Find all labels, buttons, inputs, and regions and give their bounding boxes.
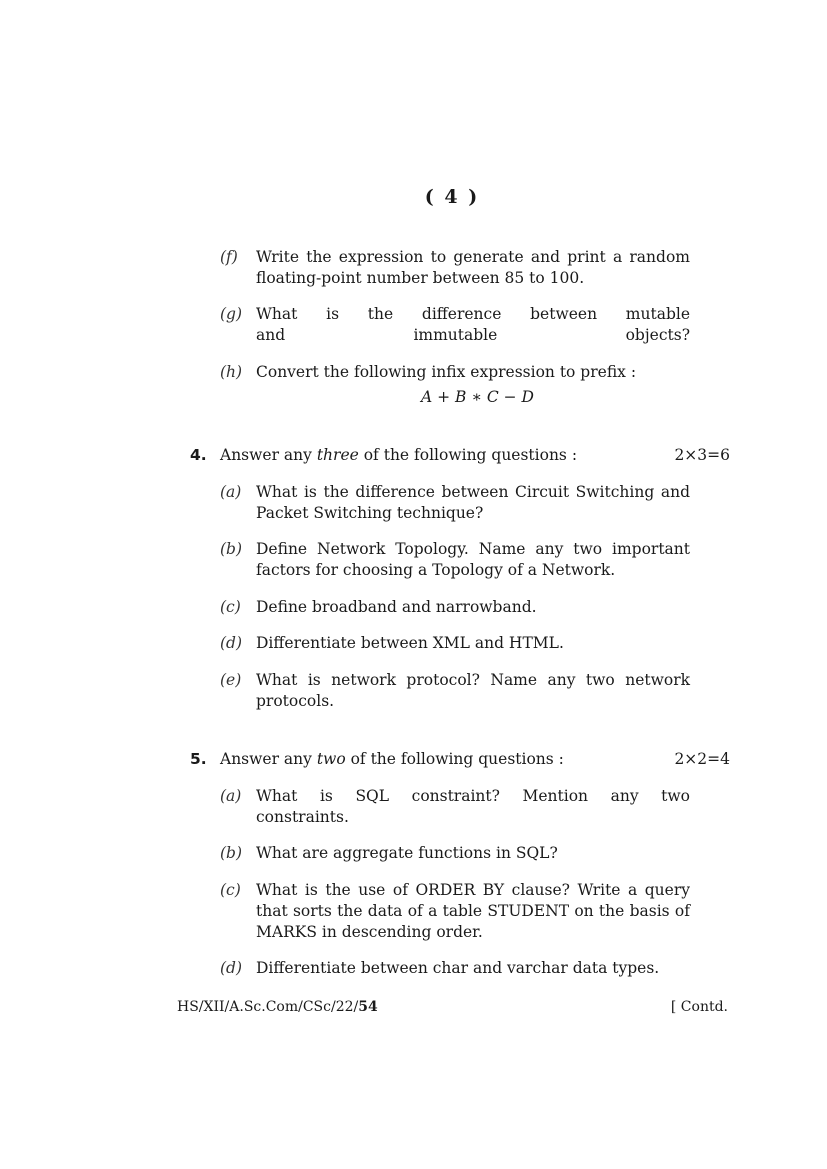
item-text: What is network protocol? Name any two network protocols.: [256, 671, 690, 710]
item-label: (c): [220, 881, 241, 899]
question-marks: 2×3=6: [674, 446, 730, 464]
item-text: What is the use of ORDER BY clause? Write a query that sorts the data of a table STUDENT on the basis of MARKS in descending order.: [256, 881, 690, 941]
item-label: (c): [220, 598, 241, 616]
question-item-5a: [220, 786, 690, 828]
item-label: (b): [220, 844, 243, 862]
question-marks: 2×2=4: [674, 750, 730, 768]
infix-expression: A + B ∗ C − D: [421, 388, 534, 406]
item-text: Define broadband and narrowband.: [256, 598, 537, 616]
item-text: What is the difference between mutable and immutable objects?: [256, 305, 690, 344]
question-item-4e: [220, 670, 690, 712]
question-item-3g: [220, 304, 690, 346]
item-label: (h): [220, 363, 243, 381]
item-label: (a): [220, 787, 242, 805]
question-item-4a: [220, 482, 690, 524]
item-text: What is the difference between Circuit Switching and Packet Switching technique?: [256, 483, 690, 522]
item-label: (e): [220, 671, 242, 689]
item-text: Differentiate between XML and HTML.: [256, 634, 564, 652]
question-item-4b: [220, 539, 690, 581]
question-item-5d: [220, 958, 690, 979]
question-item-5c: [220, 880, 690, 943]
question-item-5b: [220, 843, 690, 864]
paper-code: HS/XII/A.Sc.Com/CSc/22/54: [177, 999, 378, 1015]
question-prompt: Answer any two of the following questions :: [220, 750, 564, 768]
question-number: 4.: [190, 446, 207, 464]
item-label: (d): [220, 959, 243, 977]
item-label: (f): [220, 248, 238, 266]
question-item-4d: [220, 633, 690, 654]
item-label: (d): [220, 634, 243, 652]
item-text: What are aggregate functions in SQL?: [256, 844, 558, 862]
item-text: Define Network Topology. Name any two important factors for choosing a Topology of a Network.: [256, 540, 690, 579]
item-text: Write the expression to generate and print a random floating-point number between 85 to 100.: [256, 248, 690, 287]
question-item-3h: [220, 362, 690, 383]
item-text: What is SQL constraint? Mention any two constraints.: [256, 787, 690, 826]
item-text: Differentiate between char and varchar data types.: [256, 959, 660, 977]
question-item-3f: [220, 247, 690, 289]
item-label: (g): [220, 305, 243, 323]
continued-marker: [ Contd.: [670, 999, 728, 1015]
page-number: ( 4 ): [424, 186, 480, 208]
item-label: (b): [220, 540, 243, 558]
item-text: Convert the following infix expression to prefix :: [256, 363, 637, 381]
question-item-4c: [220, 597, 690, 618]
question-prompt: Answer any three of the following questions :: [220, 446, 578, 464]
question-number: 5.: [190, 750, 207, 768]
item-label: (a): [220, 483, 242, 501]
